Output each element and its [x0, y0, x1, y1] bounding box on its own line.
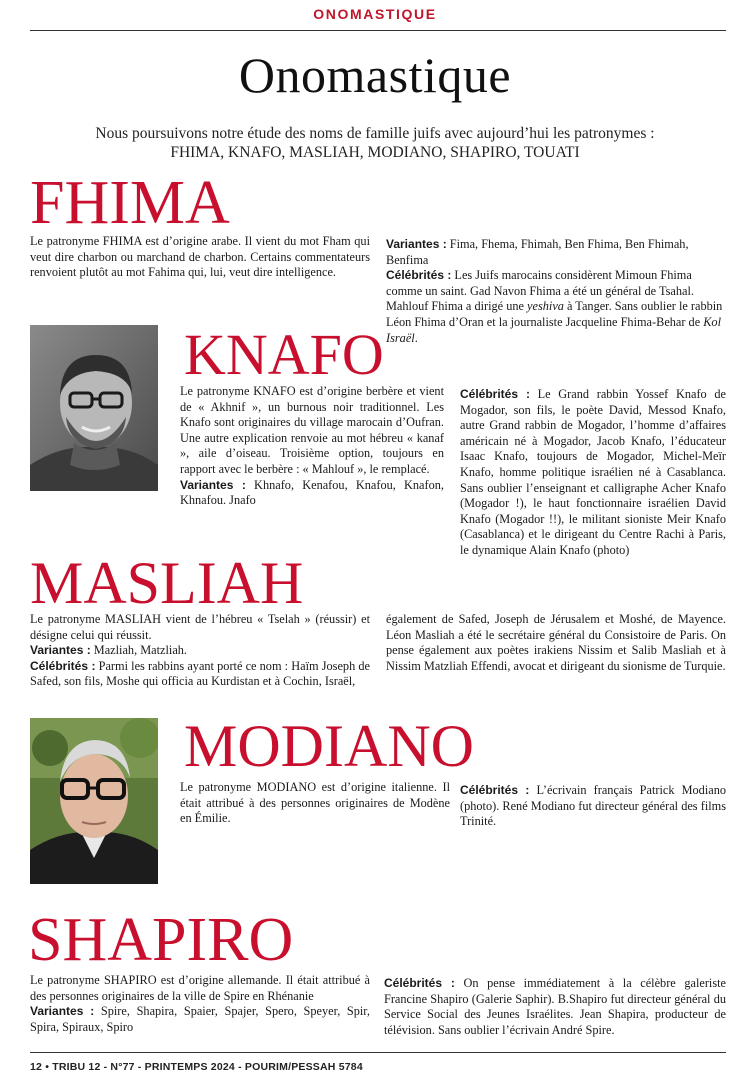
masliah-origin: Le patronyme MASLIAH vient de l’hébreu « Tselah » (réussir) et désigne celui qui réussit.: [30, 612, 370, 642]
knafo-variants: Variantes : Khnafo, Kenafou, Knafou, Knafon, Khnafou. Jnafo: [180, 477, 444, 508]
masliah-celebrities: Célébrités : Parmi les rabbins ayant porté ce nom : Haïm Joseph de Safed, son fils, Moshe qui officia au Kurdistan et à Cochin, Israël,: [30, 658, 370, 689]
shapiro-celebrities: Célébrités : On pense immédiatement à la célèbre galeriste Francine Shapiro (Galerie Saphir). B.Shapiro fut directeur général du Service Social des Jeunes Israélites. Jean Shapira, producteur de télévision. Sans oublier l’écrivain André Spire.: [384, 976, 726, 1037]
knafo-photo: [30, 325, 158, 491]
intro-line-2: FHIMA, KNAFO, MASLIAH, MODIANO, SHAPIRO, TOUATI: [170, 144, 580, 161]
heading-modiano: MODIANO: [184, 713, 474, 779]
page-title: Onomastique: [238, 47, 512, 103]
modiano-celebrities: Célébrités : L’écrivain français Patrick Modiano (photo). René Modiano fut directeur général des films Trinité.: [460, 783, 726, 829]
heading-shapiro: SHAPIRO: [28, 906, 294, 974]
masliah-left: [30, 612, 370, 690]
top-rule: [30, 30, 726, 31]
knafo-portrait-image: [30, 325, 158, 491]
bottom-rule: [30, 1052, 726, 1053]
magazine-info: TRIBU 12 - N°77 - PRINTEMPS 2024 - POURIM/PESSAH 5784: [52, 1061, 363, 1073]
shapiro-origin: Le patronyme SHAPIRO est d’origine allemande. Il était attribué à des personnes originaires de la ville de Spire en Rhénanie: [30, 973, 370, 1003]
footer: [30, 1061, 363, 1073]
modiano-origin: Le patronyme MODIANO est d’origine italienne. Il était attribué à des personnes originaires de Modène en Émilie.: [180, 780, 450, 826]
modiano-portrait-image: [30, 718, 158, 884]
shapiro-variants: Variantes : Spire, Shapira, Spaier, Spajer, Spero, Speyer, Spir, Spira, Spiraux, Spiro: [30, 1004, 370, 1034]
masliah-variants: Variantes : Mazliah, Matzliah.: [30, 643, 187, 658]
shapiro-left: [30, 973, 370, 1035]
heading-fhima: FHIMA: [30, 169, 230, 237]
knafo-celebrities: Célébrités : Le Grand rabbin Yossef Knafo de Mogador, son fils, le poète David, Messod Knafo, autre Grand rabbin de Mogador, l’homme d’affaires américain né à Mogador, Jacob Knafo, l’éducateur Isaac Knafo, toujours de Mogador, Michel-Meïr Knafo, homme politique israélien né à Casablanca. Sans oublier l’enseignant et calligraphe Acher Knafo (Mogador !), le haut fonctionnaire israélien David Knafo (Mogador !!), le militant sioniste Meir Knafo (Casablanca) et le dirigeant du Centre Rachi à Paris, le dynamique Alain Knafo (photo): [460, 387, 726, 557]
knafo-origin: Le patronyme KNAFO est d’origine berbère et vient de « Akhnif », un burnous noir traditionnel. Les Knafo sont originaires du village marocain d’Oufran. Une autre explication renvoie au mot hébreu « kanaf », aile d’oiseau. Troisième option, toujours en rapport avec le berbère : « Mahlouf », le remplacé.: [180, 384, 444, 476]
fhima-details: [386, 237, 726, 346]
heading-masliah: MASLIAH: [30, 550, 304, 616]
knafo-origin-block: [180, 384, 444, 509]
footer-bullet: •: [45, 1061, 53, 1073]
intro: [60, 124, 690, 162]
masliah-right: également de Safed, Joseph de Jérusalem et Moshé, de Mayence. Léon Masliah a été le secrétaire général du Consistoire de Paris. On pense également aux poètes irakiens Nissim et Salib Masliah et à Nissim Matzliah Effendi, avocat et dirigeant du sionisme de Turquie.: [386, 612, 726, 673]
section-label: ONOMASTIQUE: [313, 6, 437, 22]
fhima-variants: Variantes : Fima, Fhema, Fhimah, Ben Fhima, Ben Fhimah, Benfima: [386, 237, 689, 267]
page-number: 12: [30, 1061, 43, 1073]
fhima-celebrities: Célébrités : Les Juifs marocains considèrent Mimoun Fhima comme un saint. Gad Navon Fhima a été un général de Tsahal. Mahlouf Fhima a dirigé une yeshiva à Tanger. Sans oublier le rabbin Léon Fhima d’Oran et la journaliste Jacqueline Fhima-Behar de Kol Israël.: [386, 268, 723, 345]
intro-line-1: Nous poursuivons notre étude des noms de famille juifs avec aujourd’hui les patronymes :: [95, 125, 655, 142]
heading-knafo: KNAFO: [184, 322, 384, 387]
modiano-photo: [30, 718, 158, 884]
fhima-origin: Le patronyme FHIMA est d’origine arabe. Il vient du mot Fham qui veut dire charbon ou marchand de charbon. Certains commentateurs renvoient plutôt au mot Fahima qui, lui, veut dire intelligence.: [30, 234, 370, 280]
